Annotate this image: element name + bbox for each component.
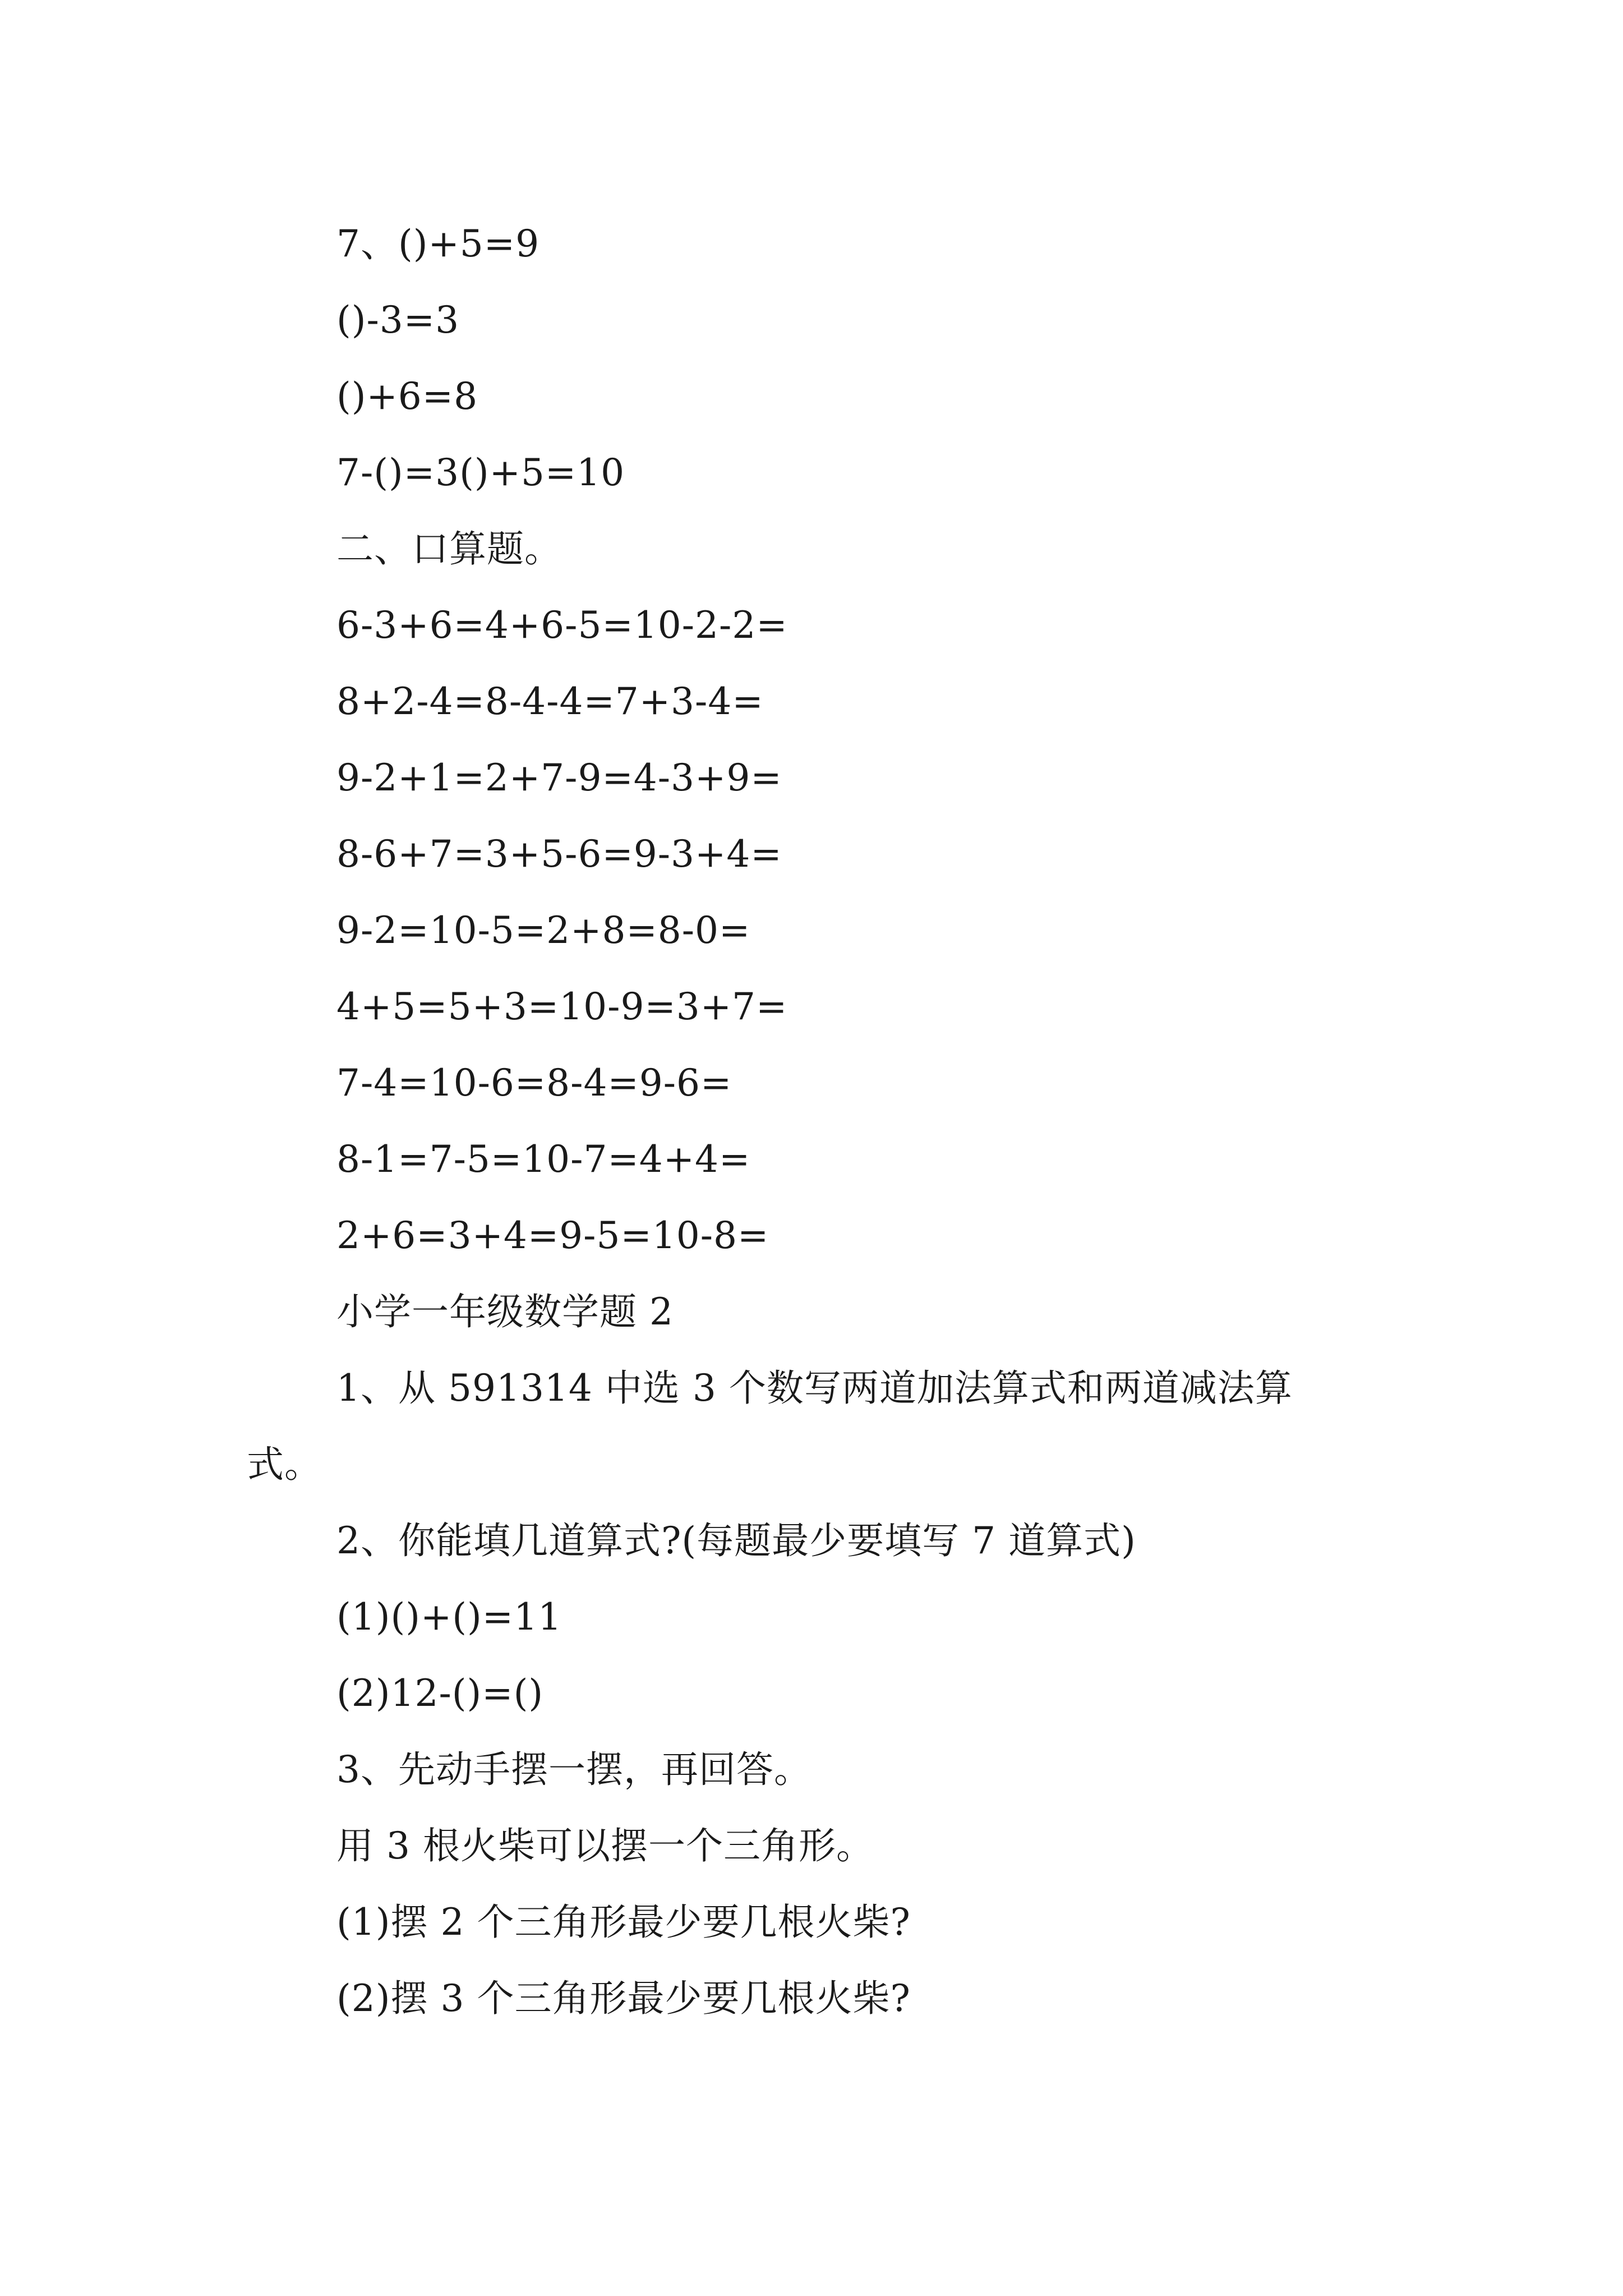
question-7-line-2: ()-3=3 xyxy=(336,298,460,342)
question-2-prompt: 2、你能填几道算式?(每题最少要填写 7 道算式) xyxy=(336,1519,1136,1562)
mental-math-row: 8-1=7-5=10-7=4+4= xyxy=(336,1138,751,1181)
question-3-context: 用 3 根火柴可以摆一个三角形。 xyxy=(336,1824,874,1867)
mental-math-row: 6-3+6=4+6-5=10-2-2= xyxy=(336,604,788,647)
mental-math-row: 4+5=5+3=10-9=3+7= xyxy=(336,985,788,1028)
mental-math-row: 7-4=10-6=8-4=9-6= xyxy=(336,1061,732,1105)
question-2-item-1: (1)()+()=11 xyxy=(336,1595,562,1639)
question-1-line-2: 式。 xyxy=(247,1443,322,1486)
section-title: 小学一年级数学题 2 xyxy=(336,1290,674,1333)
question-3-item-2: (2)摆 3 个三角形最少要几根火柴? xyxy=(336,1977,911,2020)
question-7-line-3: ()+6=8 xyxy=(336,375,478,418)
mental-math-row: 2+6=3+4=9-5=10-8= xyxy=(336,1214,769,1257)
mental-math-row: 9-2+1=2+7-9=4-3+9= xyxy=(336,756,782,799)
question-3-item-1: (1)摆 2 个三角形最少要几根火柴? xyxy=(336,1901,911,1944)
question-1-line-1: 1、从 591314 中选 3 个数写两道加法算式和两道减法算 xyxy=(336,1366,1293,1410)
question-7-line-4: 7-()=3()+5=10 xyxy=(336,451,625,494)
question-3-prompt: 3、先动手摆一摆，再回答。 xyxy=(336,1748,811,1791)
section-heading-mental-math: 二、口算题。 xyxy=(336,527,562,570)
question-2-item-2: (2)12-()=() xyxy=(336,1672,544,1715)
mental-math-row: 9-2=10-5=2+8=8-0= xyxy=(336,909,751,952)
question-7-line-1: 7、()+5=9 xyxy=(336,222,540,265)
mental-math-row: 8-6+7=3+5-6=9-3+4= xyxy=(336,832,782,876)
mental-math-row: 8+2-4=8-4-4=7+3-4= xyxy=(336,680,764,723)
